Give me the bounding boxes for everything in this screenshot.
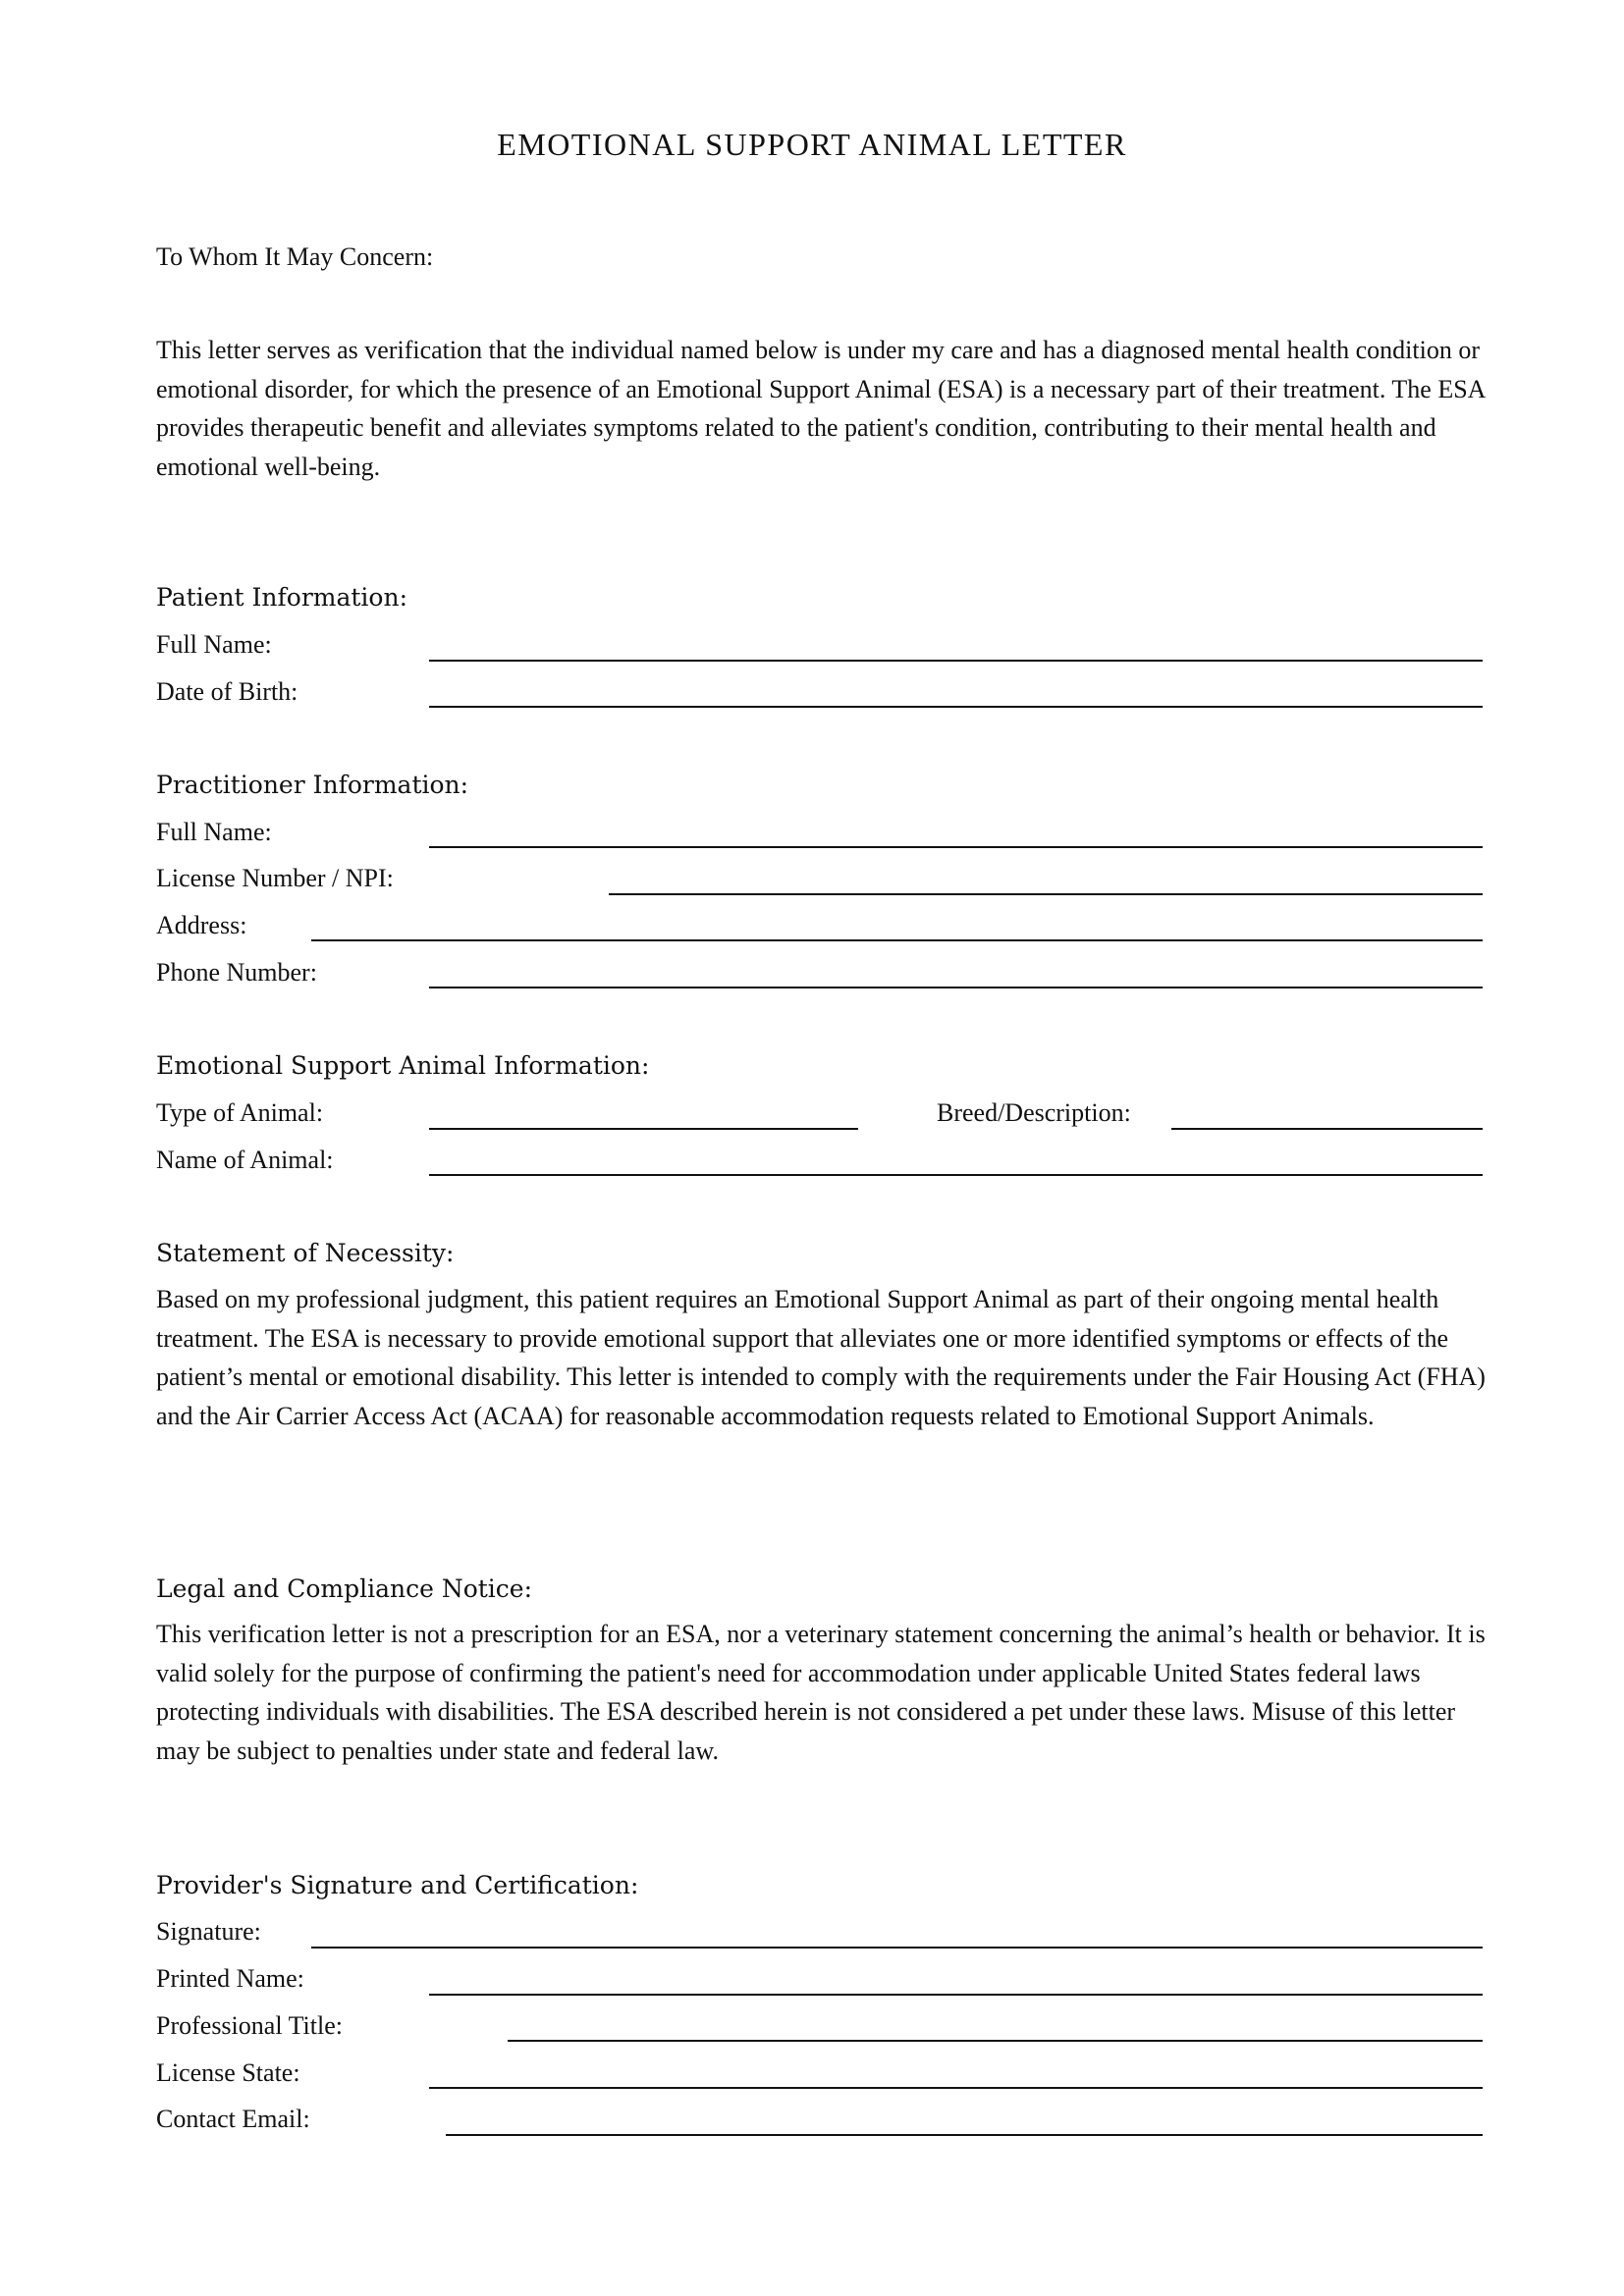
practitioner-full-name-label: Full Name: [156,818,272,846]
professional-title-label: Professional Title: [156,2011,343,2040]
phone-number-field[interactable] [429,987,1483,988]
legal-notice-paragraph: This verification letter is not a prescription for an ESA, nor a veterinary statement concerning the animal’s health or behavior. It is valid solely for the purpose of confirming the patient's need for accommodation under applicable United States federal laws protecting individuals with disabilities. The ESA described herein is not considered a pet under these laws. Misuse of this letter may be subject to penalties under state and federal law. [156,1620,1486,1765]
animal-name-field[interactable] [429,1174,1483,1176]
animal-type-label: Type of Animal: [156,1098,324,1127]
esa-info-heading: Emotional Support Animal Information: [156,1051,650,1080]
contact-email-label: Contact Email: [156,2105,310,2133]
patient-info-heading: Patient Information: [156,583,407,612]
printed-name-label: Printed Name: [156,1964,304,1993]
license-state-field[interactable] [429,2087,1483,2089]
practitioner-full-name-field[interactable] [429,846,1483,848]
legal-notice-heading: Legal and Compliance Notice: [156,1575,533,1603]
address-field[interactable] [311,939,1483,941]
document-title: EMOTIONAL SUPPORT ANIMAL LETTER [497,127,1127,162]
provider-certification-heading: Provider's Signature and Certification: [156,1871,639,1899]
greeting: To Whom It May Concern: [156,242,434,271]
phone-number-label: Phone Number: [156,958,317,987]
patient-dob-field[interactable] [429,706,1483,708]
signature-label: Signature: [156,1917,261,1946]
necessity-heading: Statement of Necessity: [156,1239,455,1267]
license-number-field[interactable] [609,893,1483,895]
printed-name-field[interactable] [429,1994,1483,1996]
animal-name-label: Name of Animal: [156,1146,334,1174]
animal-type-field[interactable] [429,1128,858,1130]
breed-description-label: Breed/Description: [937,1098,1131,1127]
professional-title-field[interactable] [508,2040,1483,2042]
license-number-label: License Number / NPI: [156,864,394,892]
patient-full-name-label: Full Name: [156,630,272,659]
signature-field[interactable] [311,1947,1483,1949]
license-state-label: License State: [156,2058,300,2087]
necessity-paragraph: Based on my professional judgment, this patient requires an Emotional Support Animal as part of their ongoing mental health treatment. The ESA is necessary to provide emotional support that alleviates one or more identified symptoms or effects of the patient’s mental or emotional disability. This letter is intended to comply with the requirements under the Fair Housing Act (FHA) and the Air Carrier Access Act (ACAA) for reasonable accommodation requests related to Emotional Support Animals. [156,1285,1486,1430]
address-label: Address: [156,911,247,939]
patient-full-name-field[interactable] [429,660,1483,662]
practitioner-info-heading: Practitioner Information: [156,771,469,799]
breed-description-field[interactable] [1171,1128,1483,1130]
intro-paragraph: This letter serves as verification that the individual named below is under my care and has a diagnosed mental health condition or emotional disorder, for which the presence of an Emotional Support Animal (ESA) is a necessary part of their treatment. The ESA provides therapeutic benefit and alleviates symptoms related to the patient's condition, contributing to their mental health and emotional well-being. [156,336,1486,481]
contact-email-field[interactable] [446,2134,1483,2136]
patient-dob-label: Date of Birth: [156,677,298,706]
